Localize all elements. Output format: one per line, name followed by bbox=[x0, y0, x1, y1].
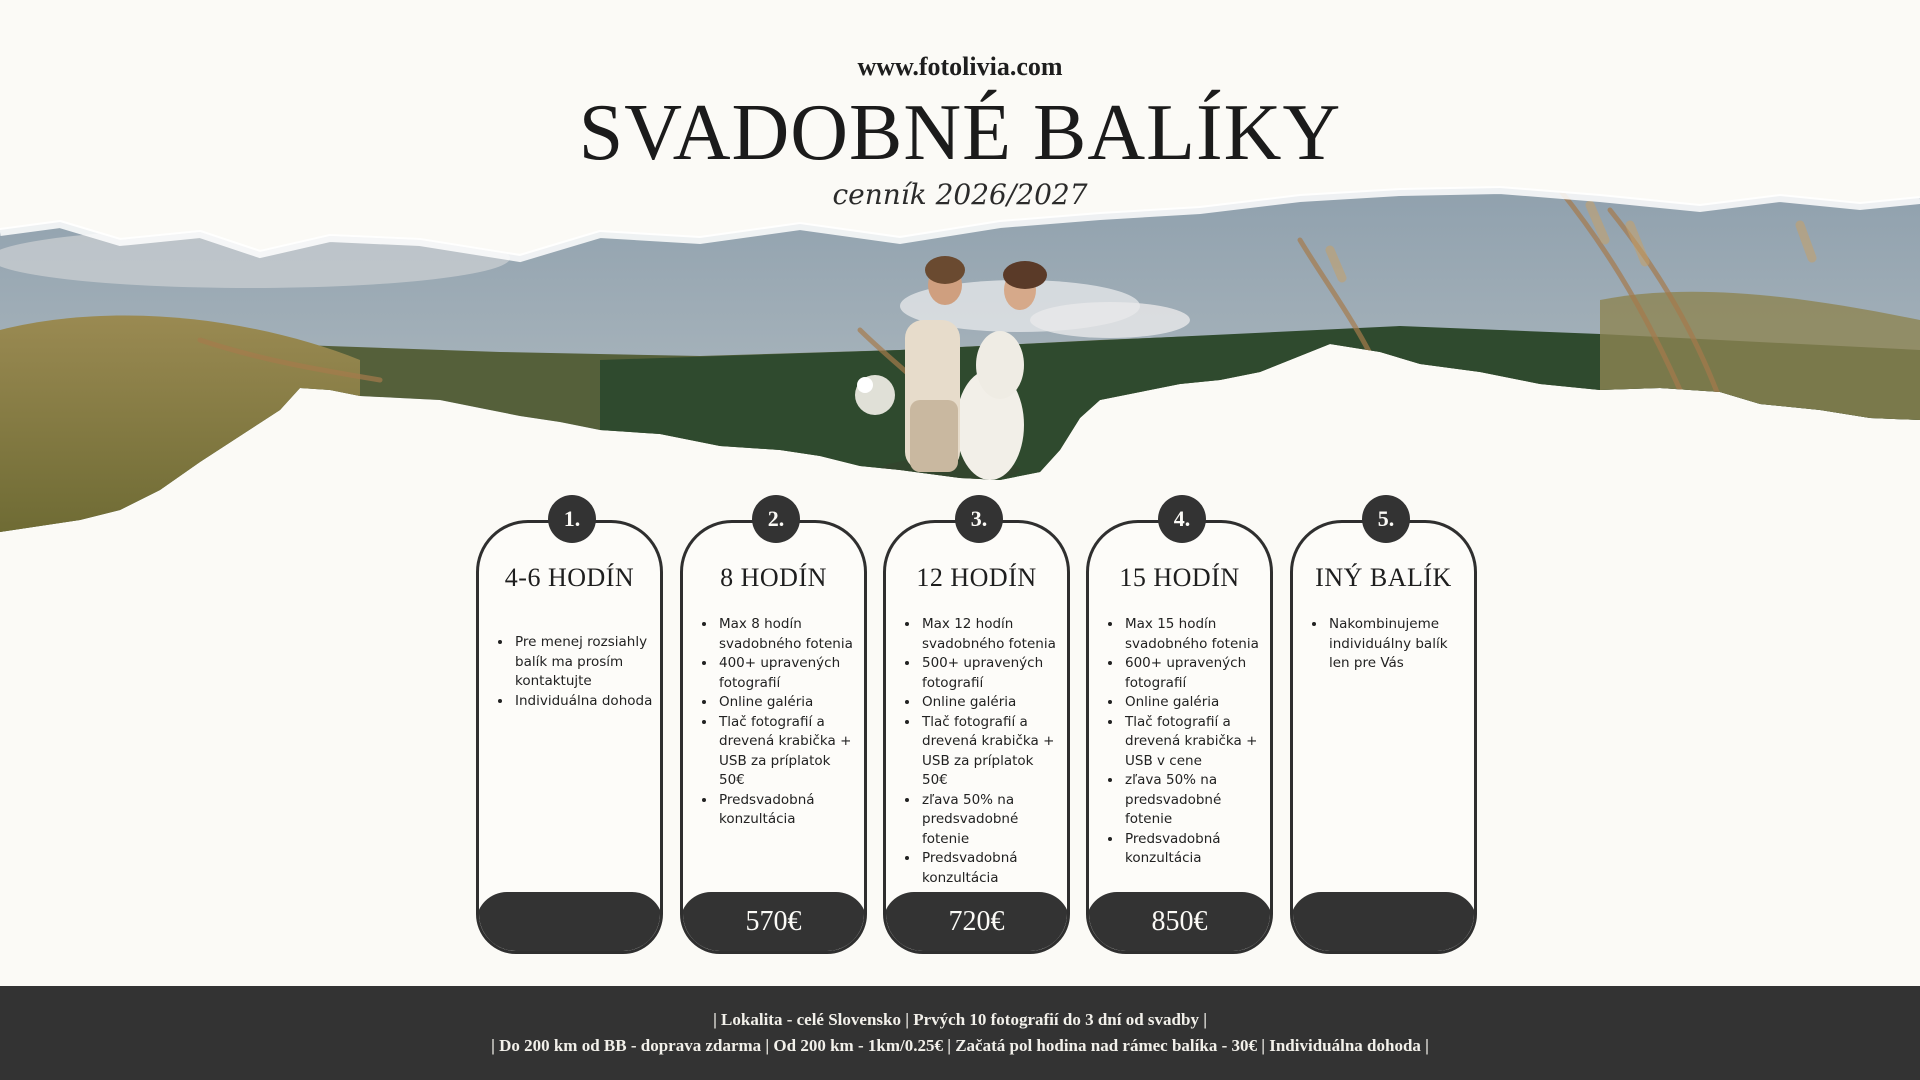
footer-info-bar bbox=[0, 986, 1920, 1080]
package-number-badge: 2. bbox=[752, 495, 800, 543]
website-url[interactable]: www.fotolivia.com bbox=[857, 52, 1063, 81]
price-list-subtitle: cenník 2026/2027 bbox=[832, 178, 1088, 211]
feature-item: • 600+ upravených fotografií bbox=[1123, 654, 1264, 693]
feature-item: • Predsvadobná konzultácia bbox=[717, 791, 858, 830]
feature-item: • Nakombinujeme individuálny balík len pre Vás bbox=[1327, 615, 1468, 674]
feature-item: • Tlač fotografií a drevená krabička + USB v cene bbox=[1123, 713, 1264, 772]
feature-item: • Max 15 hodín svadobného fotenia bbox=[1123, 615, 1264, 654]
feature-item: • Predsvadobná konzultácia bbox=[920, 849, 1061, 888]
feature-item: • zľava 50% na predsvadobné fotenie bbox=[920, 791, 1061, 850]
package-title: 15 HODÍN bbox=[1119, 563, 1240, 592]
footer-line-1: | Lokalita - celé Slovensko | Prvých 10 fotografií do 3 dní od svadby | bbox=[713, 1010, 1207, 1029]
price-bar bbox=[1290, 892, 1477, 954]
feature-item: • Predsvadobná konzultácia bbox=[1123, 830, 1264, 869]
package-card-4[interactable] bbox=[1086, 520, 1273, 954]
feature-list bbox=[699, 615, 858, 830]
feature-item: • 500+ upravených fotografií bbox=[920, 654, 1061, 693]
feature-item: • 400+ upravených fotografií bbox=[717, 654, 858, 693]
feature-list bbox=[902, 615, 1061, 888]
package-card-3[interactable] bbox=[883, 520, 1070, 954]
feature-item: • Max 8 hodín svadobného fotenia bbox=[717, 615, 858, 654]
price-bar: 570€ bbox=[680, 892, 867, 954]
page-title: SVADOBNÉ BALÍKY bbox=[578, 89, 1342, 177]
feature-item: • Tlač fotografií a drevená krabička + USB za príplatok 50€ bbox=[717, 713, 858, 791]
package-card-1[interactable] bbox=[476, 520, 663, 954]
package-number-badge: 5. bbox=[1362, 495, 1410, 543]
package-number-badge: 4. bbox=[1158, 495, 1206, 543]
price-bar: 720€ bbox=[883, 892, 1070, 954]
footer-line-2: | Do 200 km od BB - doprava zdarma | Od 200 km - 1km/0.25€ | Začatá pol hodina nad rámec balíka - 30€ | Individuálna dohoda | bbox=[491, 1036, 1429, 1055]
feature-list bbox=[495, 633, 654, 711]
price-bar bbox=[476, 892, 663, 954]
feature-list bbox=[1309, 615, 1468, 674]
feature-item: • Individuálna dohoda bbox=[513, 692, 654, 712]
package-title: 4-6 HODÍN bbox=[504, 563, 635, 592]
feature-item: • Online galéria bbox=[1123, 693, 1264, 713]
package-number-badge: 3. bbox=[955, 495, 1003, 543]
price-bar: 850€ bbox=[1086, 892, 1273, 954]
feature-item: • Tlač fotografií a drevená krabička + USB za príplatok 50€ bbox=[920, 713, 1061, 791]
package-card-5[interactable] bbox=[1290, 520, 1477, 954]
package-title: INÝ BALÍK bbox=[1315, 563, 1452, 592]
feature-list bbox=[1105, 615, 1264, 869]
feature-item: • Online galéria bbox=[920, 693, 1061, 713]
feature-item: • Max 12 hodín svadobného fotenia bbox=[920, 615, 1061, 654]
feature-item: • zľava 50% na predsvadobné fotenie bbox=[1123, 771, 1264, 830]
package-title: 8 HODÍN bbox=[720, 563, 827, 592]
package-title: 12 HODÍN bbox=[916, 563, 1037, 592]
feature-item: • Online galéria bbox=[717, 693, 858, 713]
feature-item: • Pre menej rozsiahly balík ma prosím kontaktujte bbox=[513, 633, 654, 692]
package-number-badge: 1. bbox=[548, 495, 596, 543]
package-card-2[interactable] bbox=[680, 520, 867, 954]
